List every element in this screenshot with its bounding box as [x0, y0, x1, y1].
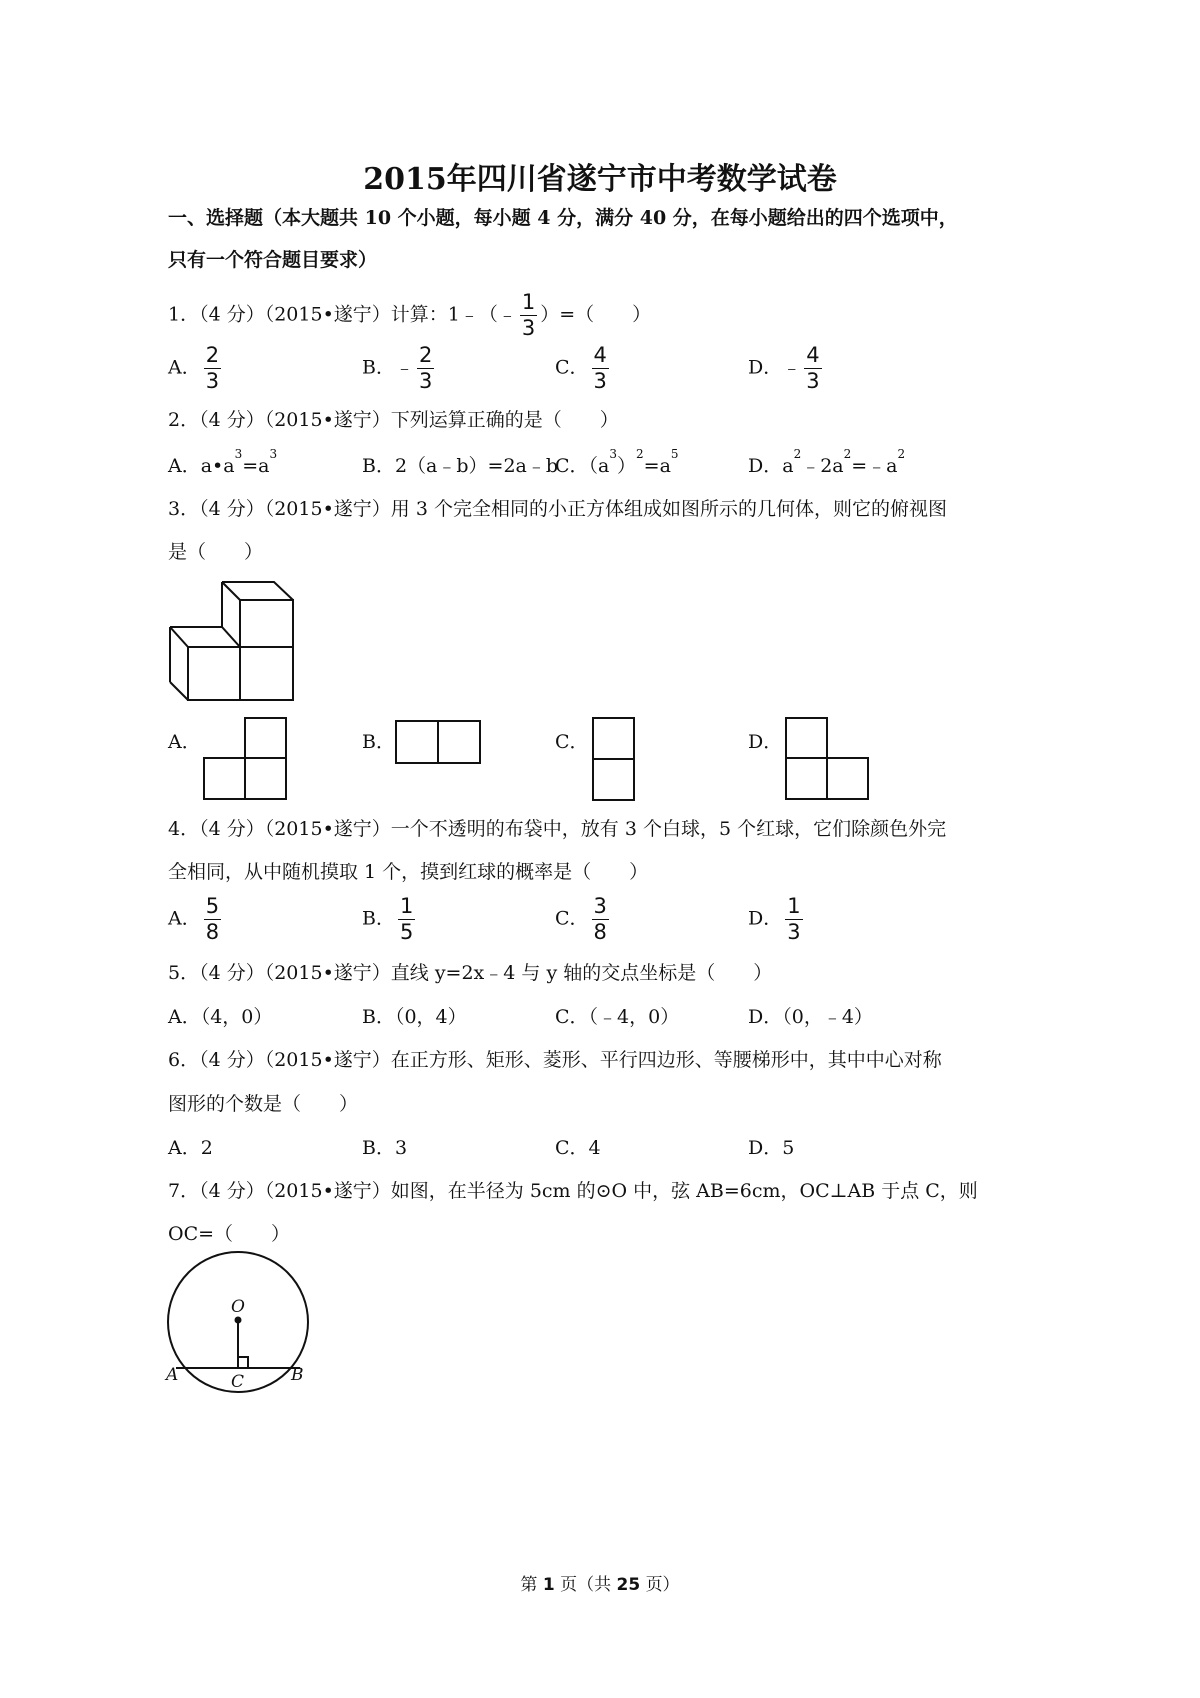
- q7-stem-line1: 7．（4 分）（2015•遂宁）如图，在半径为 5cm 的⊙O 中，弦 AB=6cm，OC⊥AB 于点 C，则: [168, 1180, 978, 1202]
- label-c: C: [231, 1372, 245, 1392]
- q5-option-d: D．（0，﹣4）: [748, 1006, 873, 1028]
- q4-option-a: A． $\frac{5}{8}$: [168, 894, 220, 944]
- section-heading-line1: 一、选择题（本大题共 10 个小题，每小题 4 分，满分 40 分，在每小题给出的四个选项中，: [168, 207, 958, 229]
- label-b: B: [291, 1365, 304, 1385]
- q5-option-b: B．（0，4）: [362, 1006, 467, 1028]
- section-heading-line2: 只有一个符合题目要求）: [168, 249, 378, 271]
- q1-stem: 1．（4 分）（2015•遂宁）计算：1﹣（﹣ $\frac{1}{3}$ ）=（ ）: [168, 290, 652, 340]
- q4-stem-line2: 全相同，从中随机摸取 1 个，摸到红球的概率是（ ）: [168, 861, 649, 883]
- page-title: 2015年四川省遂宁市中考数学试卷: [363, 162, 837, 197]
- q6-stem-line2: 图形的个数是（ ）: [168, 1093, 359, 1115]
- q4-stem-line1: 4．（4 分）（2015•遂宁）一个不透明的布袋中，放有 3 个白球，5 个红球，它们除颜色外完: [168, 818, 947, 840]
- q6-stem-line1: 6．（4 分）（2015•遂宁）在正方形、矩形、菱形、平行四边形、等腰梯形中，其中中心对称: [168, 1049, 942, 1071]
- q2-option-c: C．$(a^3)^2=a^5$: [555, 447, 679, 477]
- q6-option-a: A．2: [168, 1137, 213, 1159]
- q6-option-d: D．5: [748, 1137, 795, 1159]
- q2-option-d: D．$a^2﹣2a^2=﹣a^2$: [748, 447, 906, 477]
- q5-option-a: A．（4，0）: [168, 1006, 273, 1028]
- q3-option-a-label: A．: [168, 731, 201, 753]
- q4-option-b: B． $\frac{1}{5}$: [362, 894, 414, 944]
- q4-option-c: C． $\frac{3}{8}$: [555, 894, 607, 944]
- q4-option-d: D． $\frac{1}{3}$: [748, 894, 801, 944]
- q2-stem: 2．（4 分）（2015•遂宁）下列运算正确的是（ ）: [168, 409, 619, 431]
- q3-stem-line1: 3．（4 分）（2015•遂宁）用 3 个完全相同的小正方体组成如图所示的几何体，则它的俯视图: [168, 498, 947, 520]
- q2-option-a: A．$a•a^3=a^3$: [168, 447, 278, 477]
- q1-option-c: C． $\frac{4}{3}$: [555, 343, 607, 393]
- q6-option-b: B．3: [362, 1137, 408, 1159]
- q1-fraction: $\frac{1}{3}$: [521, 290, 536, 340]
- q1-option-b: B．﹣ $\frac{2}{3}$: [362, 343, 433, 393]
- q2-option-b: B．2（a﹣b）=2a﹣b: [362, 455, 559, 477]
- q6-option-c: C．4: [555, 1137, 601, 1159]
- label-o: O: [231, 1297, 245, 1317]
- q1-option-a: A． $\frac{2}{3}$: [168, 343, 220, 393]
- q3-option-d-label: D．: [748, 731, 783, 753]
- q5-option-c: C．（﹣4，0）: [555, 1006, 680, 1028]
- q7-stem-line2: OC=（ ）: [168, 1223, 291, 1245]
- q5-stem: 5．（4 分）（2015•遂宁）直线 y=2x﹣4 与 y 轴的交点坐标是（ ）: [168, 962, 773, 984]
- q1-option-d: D．﹣ $\frac{4}{3}$: [748, 343, 820, 393]
- page-footer: 第 1 页（共 25 页）: [520, 1575, 680, 1595]
- q3-stem-line2: 是（ ）: [168, 541, 264, 563]
- label-a: A: [166, 1365, 179, 1385]
- q3-option-b-label: B．: [362, 731, 395, 753]
- q3-option-c-label: C．: [555, 731, 589, 753]
